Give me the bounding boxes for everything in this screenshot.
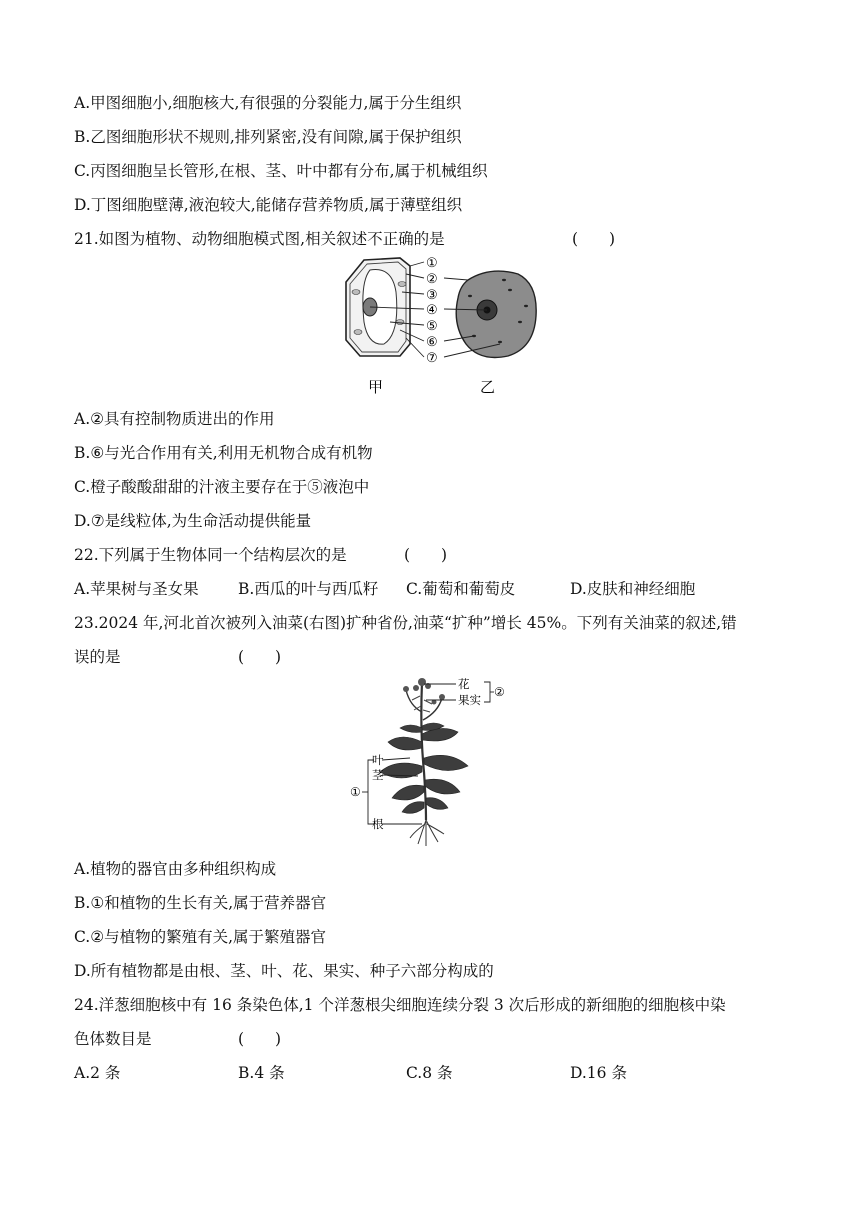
plant-label-group-2: ② [494,685,505,699]
cell-label-7: ⑦ [426,351,438,366]
chloroplast-3 [354,330,362,335]
q20-option-d: D.丁图细胞壁薄,液泡较大,能储存营养物质,属于薄壁组织 [74,196,463,214]
cell-label-5: ⑤ [426,319,438,334]
q22-option-c: C.葡萄和葡萄皮 [406,580,516,598]
plant-label-flower: 花 [458,677,470,691]
cell-diagram [340,252,540,402]
plant-branch-left [406,690,422,712]
q21-option-a: A.②具有控制物质进出的作用 [74,410,275,428]
q21-stem: 21.如图为植物、动物细胞模式图,相关叙述不正确的是 [74,230,445,248]
q23-option-b: B.①和植物的生长有关,属于营养器官 [74,894,327,912]
q23-stem-line2: 误的是 [74,648,121,666]
plant-label-fruit: 果实 [458,693,481,707]
q23-option-a: A.植物的器官由多种组织构成 [74,860,277,878]
q24-option-b: B.4 条 [238,1064,285,1082]
q21-option-c: C.橙子酸酸甜甜的汁液主要存在于⑤液泡中 [74,478,370,496]
cell-label-3: ③ [426,288,438,303]
q23-stem-line1: 23.2024 年,河北首次被列入油菜(右图)扩种省份,油菜“扩种”增长 45%。下列有关油菜的叙述,错 [74,614,737,632]
q23-answer-paren: ( ) [238,648,282,666]
q24-option-d: D.16 条 [570,1064,627,1082]
plant-main-stem [421,682,426,820]
q22-answer-paren: ( ) [404,546,448,564]
q23-option-c: C.②与植物的繁殖有关,属于繁殖器官 [74,928,327,946]
q24-stem-line1: 24.洋葱细胞核中有 16 条染色体,1 个洋葱根尖细胞连续分裂 3 次后形成的新细胞的细胞核中染 [74,996,726,1014]
q22-option-b: B.西瓜的叶与西瓜籽 [238,580,379,598]
q20-option-c: C.丙图细胞呈长管形,在根、茎、叶中都有分布,属于机械组织 [74,162,488,180]
plant-label-stem: 茎 [372,768,384,782]
chloroplast-4 [398,282,406,287]
plant-label-leaf: 叶 [372,753,384,767]
q24-stem-line2: 色体数目是 [74,1030,152,1048]
cell-label-2: ② [426,272,438,287]
q21-answer-paren: ( ) [572,230,616,248]
rapeseed-plant-diagram [322,672,522,848]
q24-option-c: C.8 条 [406,1064,453,1082]
q24-option-a: A.2 条 [74,1064,121,1082]
plant-label-group-1: ① [350,785,361,799]
cell-label-4: ④ [426,303,438,318]
chloroplast-1 [352,290,360,295]
q20-option-b: B.乙图细胞形状不规则,排列紧密,没有间隙,属于保护组织 [74,128,462,146]
caption-plant-cell: 甲 [368,378,384,396]
chloroplast-2 [396,320,404,325]
q22-option-a: A.苹果树与圣女果 [74,580,199,598]
cell-label-1: ① [426,256,438,271]
q21-option-d: D.⑦是线粒体,为生命活动提供能量 [74,512,312,530]
caption-animal-cell: 乙 [480,378,496,396]
q23-option-d: D.所有植物都是由根、茎、叶、花、果实、种子六部分构成的 [74,962,494,980]
plant-label-root: 根 [372,817,384,831]
q24-answer-paren: ( ) [238,1030,282,1048]
q22-option-d: D.皮肤和神经细胞 [570,580,696,598]
cell-label-6: ⑥ [426,335,438,350]
q22-stem: 22.下列属于生物体同一个结构层次的是 [74,546,347,564]
q21-option-b: B.⑥与光合作用有关,利用无机物合成有机物 [74,444,373,462]
q20-option-a: A.甲图细胞小,细胞核大,有很强的分裂能力,属于分生组织 [74,94,462,112]
